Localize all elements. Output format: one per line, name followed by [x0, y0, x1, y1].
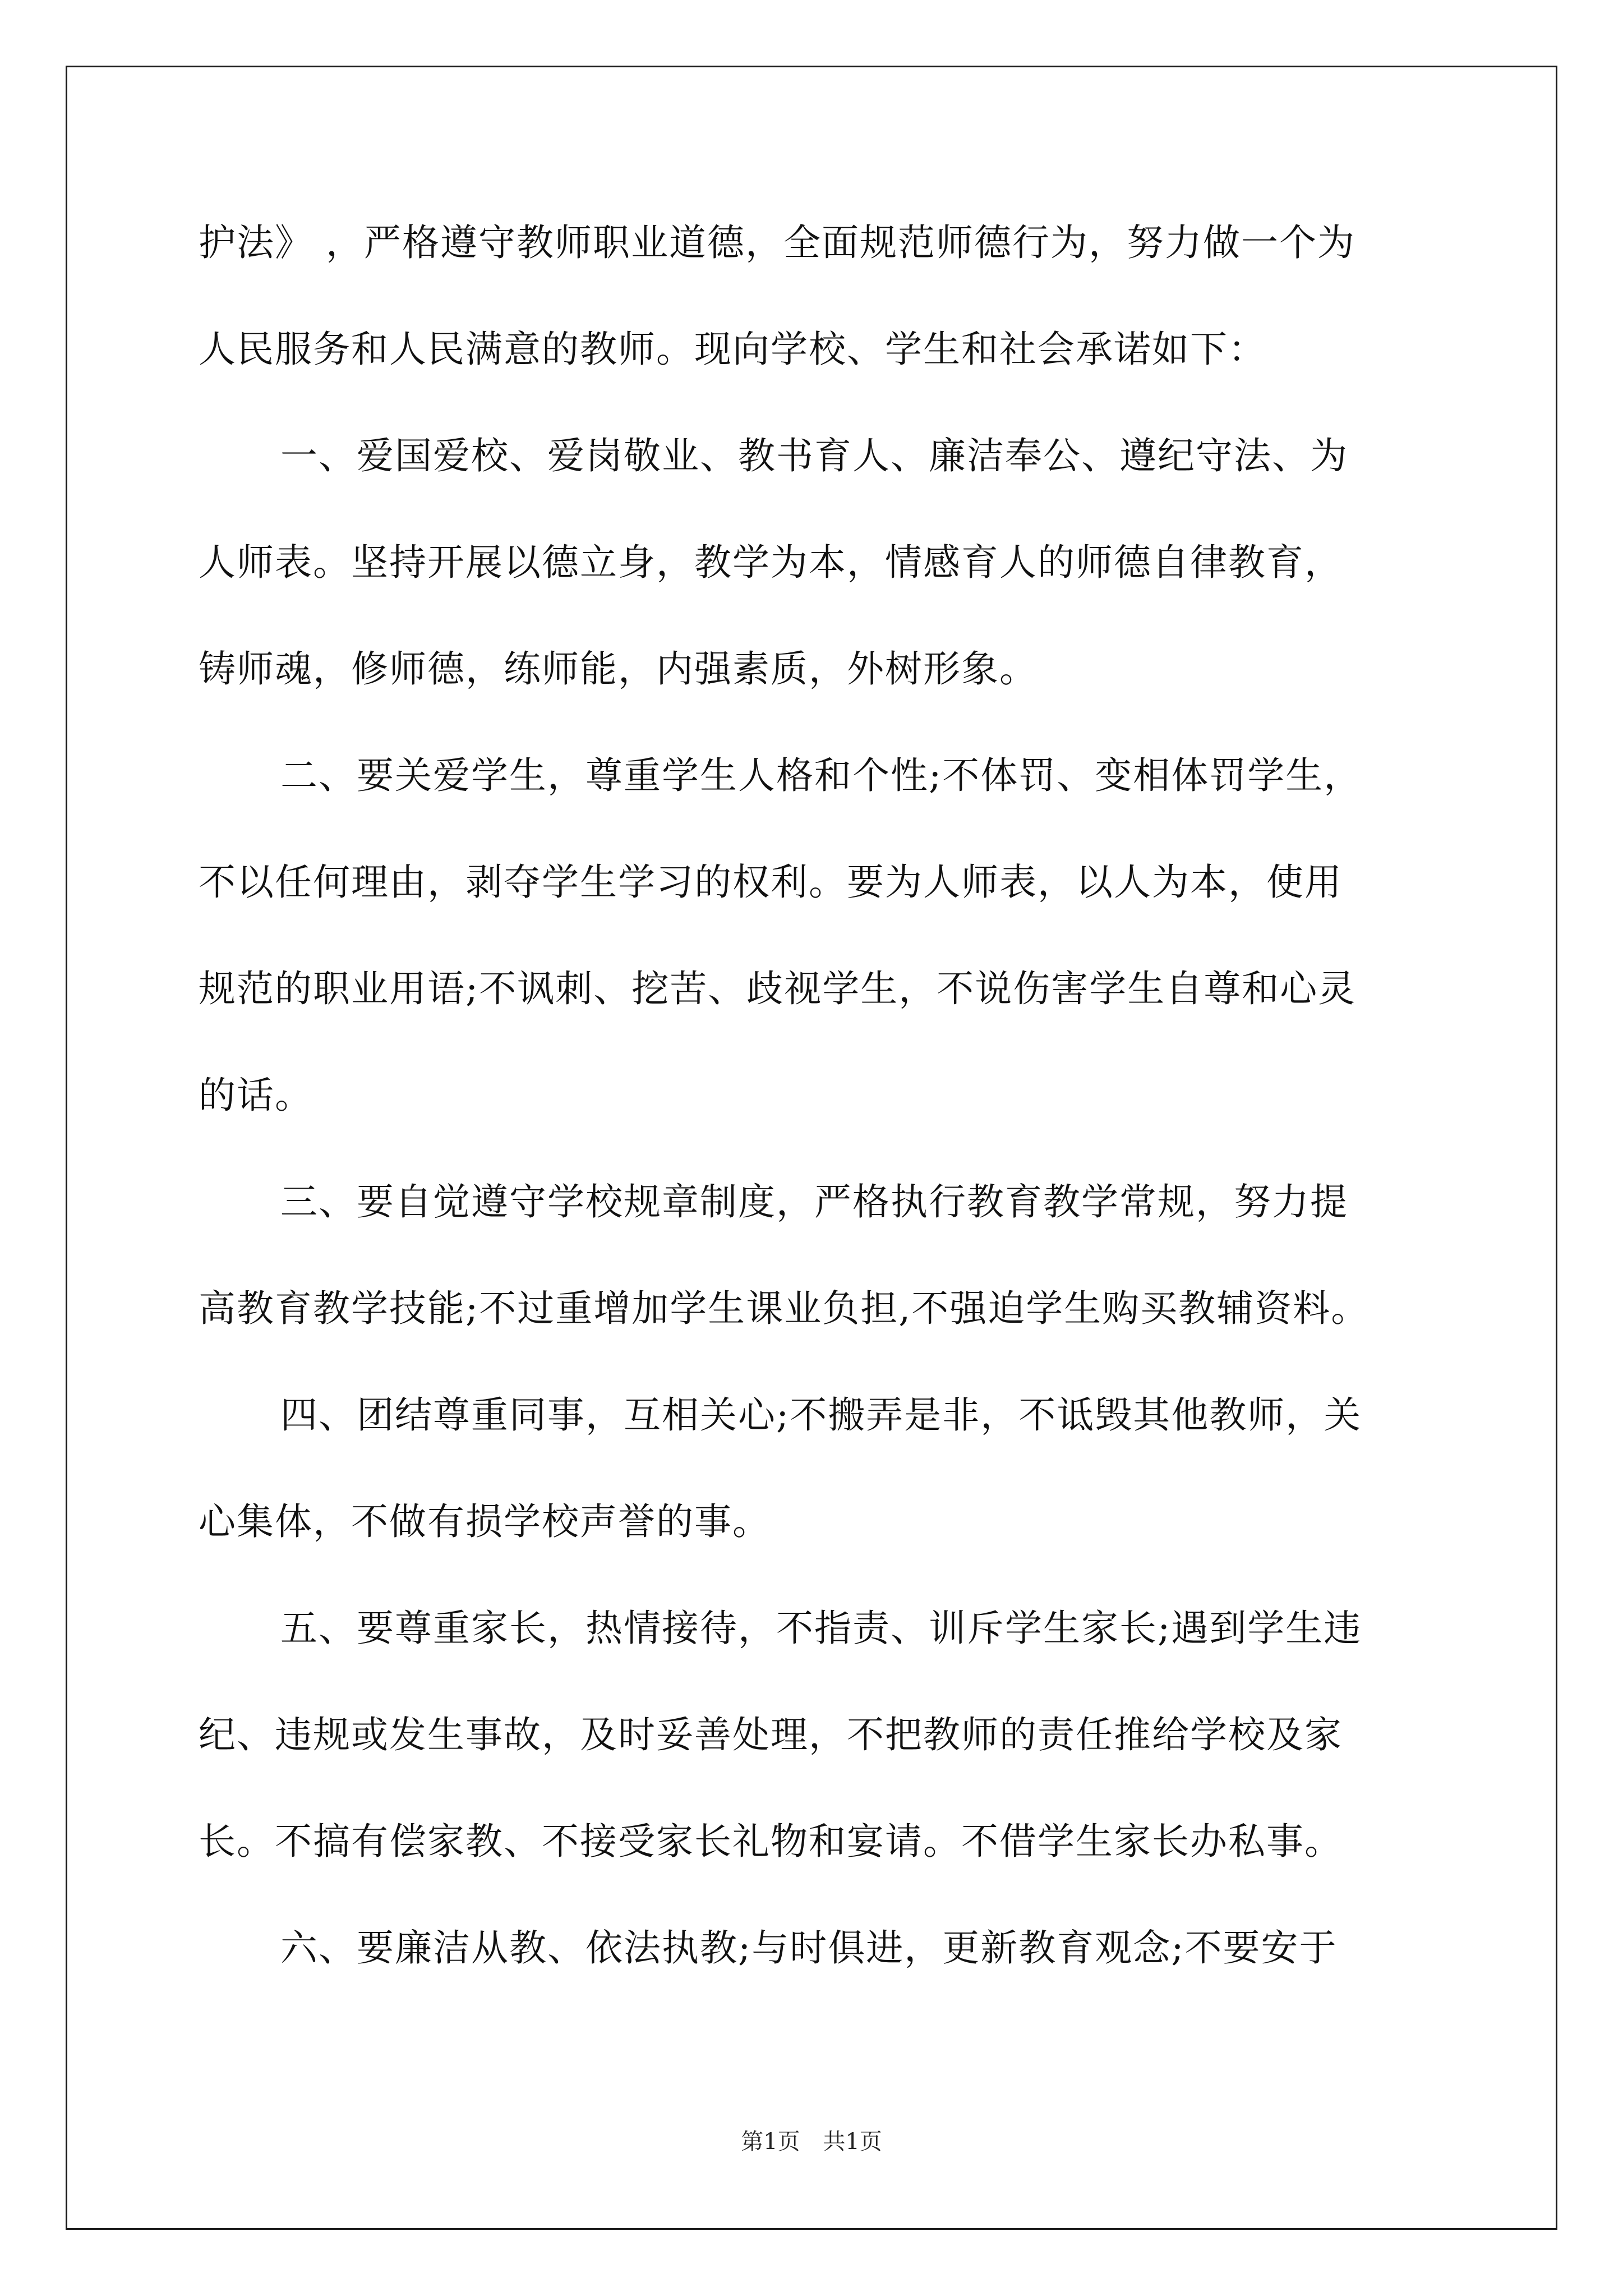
text-line: 的话。 [199, 1074, 313, 1117]
paragraph-start-line: 五、要尊重家长，热情接待，不指责、训斥学生家长;遇到学生违 [280, 1607, 1362, 1650]
text-line: 不以任何理由，剥夺学生学习的权利。要为人师表，以人为本，使用 [199, 861, 1343, 904]
page-number: 第1页 [741, 2129, 800, 2155]
page-total: 共1页 [823, 2129, 882, 2155]
paragraph-start-line: 二、要关爱学生，尊重学生人格和个性;不体罚、变相体罚学生， [280, 754, 1362, 797]
text-line: 人民服务和人民满意的教师。现向学校、学生和社会承诺如下： [199, 328, 1266, 371]
text-line: 护法》 ，严格遵守教师职业道德，全面规范师德行为，努力做一个为 [199, 221, 1355, 264]
text-line: 长。不搞有偿家教、不接受家长礼物和宴请。不借学生家长办私事。 [199, 1820, 1343, 1863]
text-line: 规范的职业用语;不讽刺、挖苦、歧视学生，不说伤害学生自尊和心灵 [199, 967, 1357, 1010]
text-line: 高教育教学技能;不过重增加学生课业负担,不强迫学生购买教辅资料。 [199, 1287, 1370, 1330]
text-line: 人师表。坚持开展以德立身，教学为本，情感育人的师德自律教育， [199, 541, 1343, 584]
page-footer [0, 2125, 1623, 2159]
paragraph-start-line: 三、要自觉遵守学校规章制度，严格执行教育教学常规，努力提 [280, 1180, 1348, 1223]
paragraph-start-line: 四、团结尊重同事，互相关心;不搬弄是非，不诋毁其他教师，关 [280, 1393, 1362, 1437]
page-border [66, 66, 1557, 2230]
paragraph-start-line: 一、爱国爱校、爱岗敬业、教书育人、廉洁奉公、遵纪守法、为 [280, 434, 1348, 477]
text-line: 铸师魂，修师德，练师能，内强素质，外树形象。 [199, 647, 1038, 691]
text-line: 纪、违规或发生事故，及时妥善处理，不把教师的责任推给学校及家 [199, 1713, 1343, 1756]
paragraph-start-line: 六、要廉洁从教、依法执教;与时俱进，更新教育观念;不要安于 [280, 1926, 1338, 1970]
text-line: 心集体，不做有损学校声誉的事。 [199, 1500, 771, 1543]
